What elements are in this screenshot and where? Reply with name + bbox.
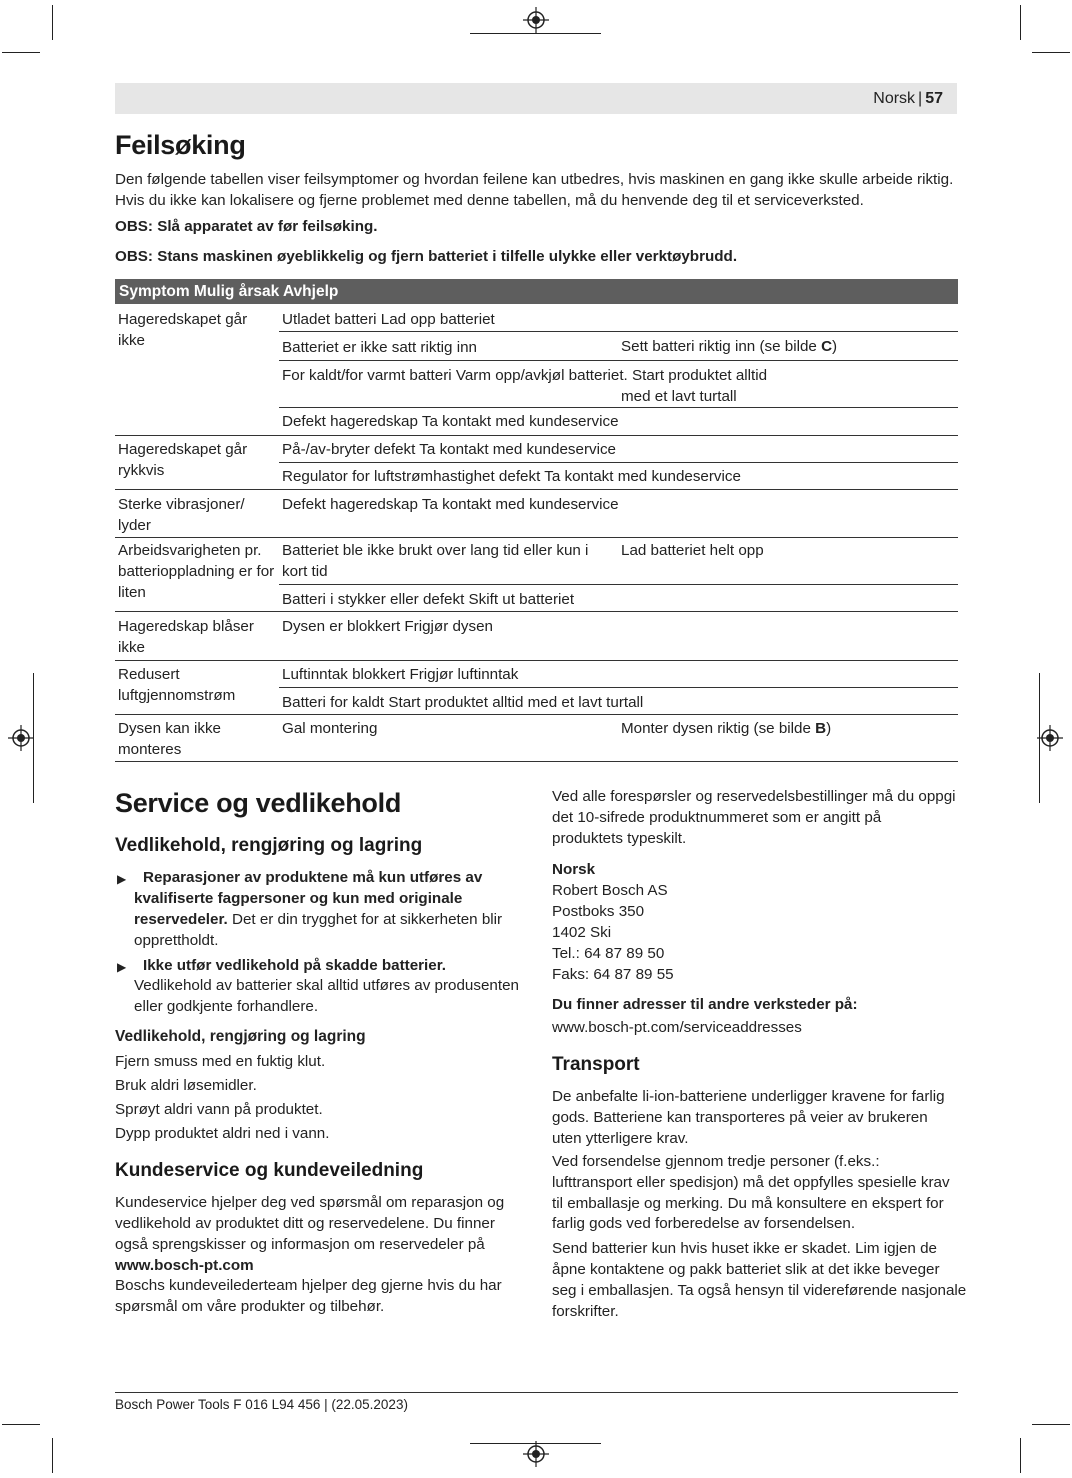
- transport-text: seg i emballasjen. Ta også hensyn til videreførende nasjonale: [552, 1282, 967, 1299]
- remedy-cell: med et lavt turtall: [621, 388, 737, 405]
- country-label: Norsk: [552, 861, 596, 878]
- page-footer: Bosch Power Tools F 016 L94 456 | (22.05.2023): [115, 1397, 408, 1412]
- page-number: 57: [925, 90, 943, 107]
- table-row-divider: [279, 687, 958, 688]
- fax-number: Faks: 64 87 89 55: [552, 966, 674, 983]
- registration-mark-icon: [523, 7, 549, 33]
- cause-cell: For kaldt/for varmt batteri Varm opp/avkjøl batteriet. Start produktet alltid: [282, 367, 768, 384]
- table-row-divider: [115, 489, 958, 490]
- cause-cell: Defekt hageredskap Ta kontakt med kundeservice: [282, 496, 619, 513]
- cause-cell: Luftinntak blokkert Frigjør luftinntak: [282, 666, 519, 683]
- transport-text: til emballasje og merking. Du må konsultere en ekspert for: [552, 1195, 944, 1212]
- table-row-divider: [115, 660, 958, 661]
- care-item: Fjern smuss med en fuktig klut.: [115, 1053, 326, 1070]
- crop-mark: [470, 33, 601, 34]
- bullet1-line1: Reparasjoner av produktene må kun utføres av: [143, 869, 483, 886]
- figure-reference: C: [821, 338, 833, 355]
- crop-mark: [1032, 1424, 1070, 1425]
- care-item: Dypp produktet aldri ned i vann.: [115, 1125, 330, 1142]
- customer-service-subtitle: Kundeservice og kundeveiledning: [115, 1160, 424, 1181]
- symptom-cell: ikke: [118, 332, 146, 349]
- troubleshooting-intro-line1: Den følgende tabellen viser feilsymptomer og hvordan feilene kan utbedres, hvis maskinen en gang ikke skulle arbeide riktig.: [115, 171, 954, 188]
- maintenance-subtitle: Vedlikehold, rengjøring og lagring: [115, 835, 423, 856]
- remedy-cell: [621, 719, 831, 740]
- troubleshooting-title: Feilsøking: [115, 130, 246, 160]
- remedy-text-end: ): [826, 720, 832, 737]
- cause-cell: Batteriet er ikke satt riktig inn: [282, 339, 477, 356]
- symptom-cell: Hageredskapet går: [118, 311, 248, 328]
- transport-text: De anbefalte li-ion-batteriene underligger kravene for farlig: [552, 1088, 945, 1105]
- customer-service-text: også sprengskisser og informasjon om reservedeler på: [115, 1236, 485, 1253]
- troubleshooting-note-2: OBS: Stans maskinen øyeblikkelig og fjern batteriet i tilfelle ulykke eller verktøybrudd.: [115, 248, 738, 265]
- crop-mark: [52, 5, 53, 40]
- transport-text: gods. Batteriene kan transporteres på veier av brukeren: [552, 1109, 928, 1126]
- table-bottom-rule: [115, 761, 958, 762]
- crop-mark: [2, 52, 40, 53]
- bullet-arrow-icon: ▶: [117, 960, 127, 974]
- remedy-text-end: ): [832, 338, 838, 355]
- care-item: Bruk aldri løsemidler.: [115, 1077, 257, 1094]
- symptom-cell: Hageredskap blåser: [118, 618, 254, 635]
- order-info-text: det 10-sifrede produktnummeret som er angitt på: [552, 809, 882, 826]
- cause-cell: Dysen er blokkert Frigjør dysen: [282, 618, 494, 635]
- table-row-divider: [279, 331, 958, 332]
- bullet-arrow-icon: ▶: [117, 872, 127, 886]
- crop-mark: [1020, 5, 1021, 40]
- bullet1-line3: [134, 910, 502, 931]
- address-line: Robert Bosch AS: [552, 882, 668, 899]
- remedy-text: Sett batteri riktig inn (se bilde: [621, 338, 822, 355]
- registration-mark-icon: [1037, 725, 1063, 751]
- registration-mark-icon: [523, 1441, 549, 1467]
- service-addresses-link[interactable]: www.bosch-pt.com/serviceaddresses: [552, 1019, 802, 1036]
- bullet1-line3-rest: Det er din trygghet for at sikkerheten blir: [227, 911, 503, 928]
- care-item: Sprøyt aldri vann på produktet.: [115, 1101, 323, 1118]
- transport-text: Ved forsendelse gjennom tredje personer (f.eks.:: [552, 1153, 880, 1170]
- table-row-divider: [115, 435, 958, 436]
- service-title: Service og vedlikehold: [115, 788, 402, 818]
- table-row-divider: [279, 462, 958, 463]
- symptom-cell: Hageredskapet går: [118, 441, 248, 458]
- table-row-divider: [279, 407, 958, 408]
- cause-cell: kort tid: [282, 563, 328, 580]
- bullet1-line2: kvalifiserte fagpersoner og kun med originale: [134, 890, 463, 907]
- crop-mark: [1032, 52, 1070, 53]
- bosch-link[interactable]: www.bosch-pt.com: [115, 1257, 254, 1274]
- bullet1-line3-bold: reservedeler.: [134, 911, 228, 928]
- table-header: Symptom Mulig årsak Avhjelp: [115, 279, 958, 304]
- cause-cell: Gal montering: [282, 720, 378, 737]
- cause-cell: Utladet batteri Lad opp batteriet: [282, 311, 495, 328]
- remedy-text: Monter dysen riktig (se bilde: [621, 720, 816, 737]
- symptom-cell: Redusert: [118, 666, 180, 683]
- symptom-cell: batterioppladning er for: [118, 563, 275, 580]
- order-info-text: produktets typeskilt.: [552, 830, 687, 847]
- crop-mark: [2, 1424, 40, 1425]
- symptom-cell: Dysen kan ikke: [118, 720, 221, 737]
- transport-text: farlig gods ved forberedelse av forsendelsen.: [552, 1215, 856, 1232]
- transport-title: Transport: [552, 1054, 640, 1075]
- footer-rule: [115, 1392, 958, 1393]
- crop-mark: [1020, 1438, 1021, 1473]
- table-row-divider: [279, 360, 958, 361]
- symptom-cell: Sterke vibrasjoner/: [118, 496, 245, 513]
- cause-cell: Batteri i stykker eller defekt Skift ut batteriet: [282, 591, 575, 608]
- order-info-text: Ved alle forespørsler og reservedelsbestillinger må du oppgi: [552, 788, 956, 805]
- bullet1-line4: opprettholdt.: [134, 932, 219, 949]
- transport-text: forskrifter.: [552, 1303, 619, 1320]
- customer-service-text: Boschs kundeveilederteam hjelper deg gjerne hvis du har: [115, 1277, 502, 1294]
- cause-cell: Batteri for kaldt Start produktet alltid med et lavt turtall: [282, 694, 644, 711]
- symptom-cell: ikke: [118, 639, 146, 656]
- table-row-divider: [279, 584, 958, 585]
- header-language: Norsk: [873, 90, 916, 107]
- header-separator: |: [918, 90, 923, 107]
- table-row-divider: [115, 537, 958, 538]
- customer-service-text: vedlikehold av produktet ditt og reservedelene. Du finner: [115, 1215, 495, 1232]
- care-subtitle: Vedlikehold, rengjøring og lagring: [115, 1028, 366, 1045]
- transport-text: Send batterier kun hvis huset ikke er skadet. Lim igjen de: [552, 1240, 937, 1257]
- page-header-text: [873, 90, 943, 108]
- transport-text: lufttransport eller spedisjon) må det oppfylles spesielle krav: [552, 1174, 950, 1191]
- transport-text: uten ytterligere krav.: [552, 1130, 689, 1147]
- symptom-cell: lyder: [118, 517, 151, 534]
- bullet2-line2: Vedlikehold av batterier skal alltid utføres av produsenten: [134, 977, 519, 994]
- troubleshooting-table: [115, 279, 958, 304]
- symptom-cell: liten: [118, 584, 146, 601]
- cause-cell: Regulator for luftstrømhastighet defekt Ta kontakt med kundeservice: [282, 468, 741, 485]
- symptom-cell: luftgjennomstrøm: [118, 687, 236, 704]
- cause-cell: Defekt hageredskap Ta kontakt med kundeservice: [282, 413, 619, 430]
- cause-cell: På-/av-bryter defekt Ta kontakt med kundeservice: [282, 441, 617, 458]
- page-header: [115, 83, 957, 114]
- phone-number: Tel.: 64 87 89 50: [552, 945, 665, 962]
- registration-mark-icon: [8, 725, 34, 751]
- address-line: 1402 Ski: [552, 924, 612, 941]
- customer-service-text: Kundeservice hjelper deg ved spørsmål om reparasjon og: [115, 1194, 505, 1211]
- bullet2-line3: eller godkjente forhandlere.: [134, 998, 319, 1015]
- other-addresses-label: Du finner adresser til andre verksteder på:: [552, 996, 858, 1013]
- symptom-cell: rykkvis: [118, 462, 165, 479]
- troubleshooting-note-1: OBS: Slå apparatet av før feilsøking.: [115, 218, 378, 235]
- remedy-cell: Lad batteriet helt opp: [621, 542, 764, 559]
- troubleshooting-intro-line2: Hvis du ikke kan lokalisere og fjerne problemet med denne tabellen, må du henvende deg til et serviceverksted.: [115, 192, 864, 209]
- table-row-divider: [115, 611, 958, 612]
- customer-service-text: spørsmål om våre produkter og tilbehør.: [115, 1298, 385, 1315]
- transport-text: åpne kontaktene og pakk batteriet slik at det ikke beveger: [552, 1261, 940, 1278]
- symptom-cell: monteres: [118, 741, 182, 758]
- figure-reference: B: [815, 720, 827, 737]
- crop-mark: [52, 1438, 53, 1473]
- remedy-cell: [621, 337, 837, 358]
- cause-cell: Batteriet ble ikke brukt over lang tid eller kun i: [282, 542, 589, 559]
- bullet2-line1: Ikke utfør vedlikehold på skadde batterier.: [143, 957, 447, 974]
- address-line: Postboks 350: [552, 903, 645, 920]
- symptom-cell: Arbeidsvarigheten pr.: [118, 542, 262, 559]
- table-row-divider: [115, 714, 958, 715]
